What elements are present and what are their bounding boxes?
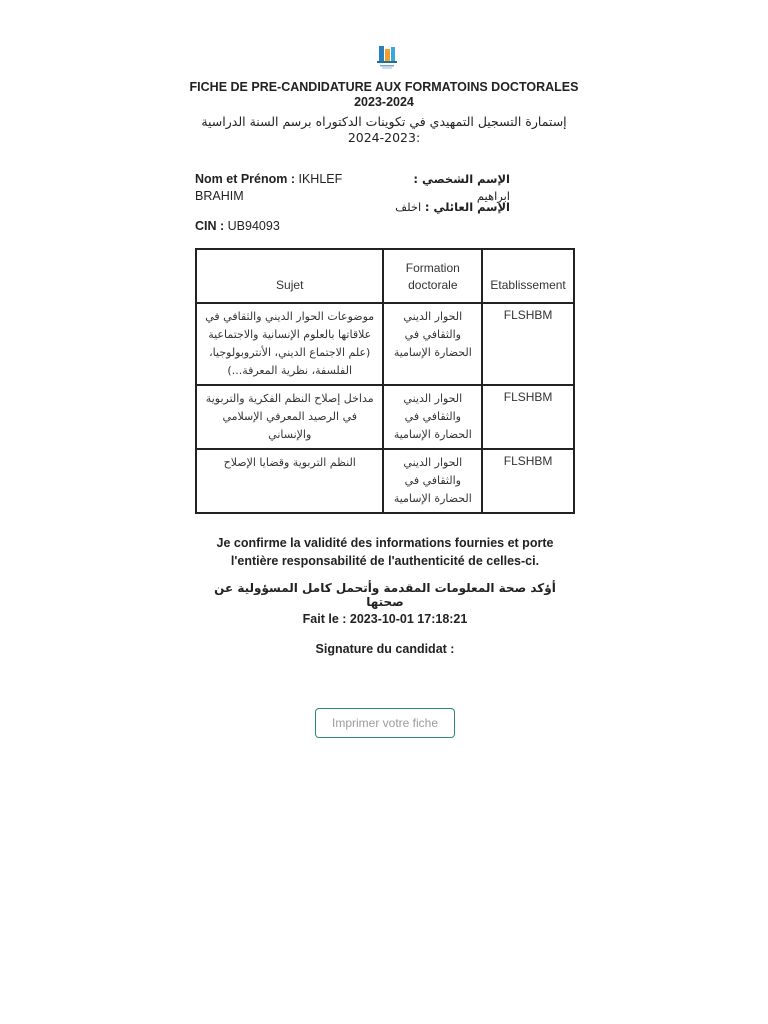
subjects-table — [195, 248, 575, 514]
cell-formation: الحوار الديني والثقافي في الحضارة الإسامية — [383, 385, 482, 449]
cell-sujet: مداخل إصلاح النظم الفكرية والتربوية في الرصيد المعرفي الإسلامي والإنساني — [196, 385, 383, 449]
prenom-ar-value: ابراهيم — [476, 189, 510, 203]
nom-ar-label: الإسم العائلي : — [424, 200, 510, 214]
cell-etablissement: FLSHBM — [482, 449, 574, 513]
confirmation-text-fr: Je confirme la validité des informations fournies et porte l'entière responsabilité de l'authenticité de celles-ci. — [216, 536, 554, 568]
submission-date: Fait le : 2023-10-01 17:18:21 — [302, 612, 468, 626]
cell-sujet: النظم التربوية وقضايا الإصلاح — [196, 449, 383, 513]
confirmation-text-ar: أؤكد صحة المعلومات المقدمة وأتحمل كامل المسؤولية عن صحتها — [214, 581, 556, 609]
name-label: Nom et Prénom : — [195, 172, 296, 186]
print-button[interactable]: Imprimer votre fiche — [315, 708, 455, 738]
prenom-ar-label: الإسم الشخصي : — [413, 172, 510, 186]
column-header-etablissement: Etablissement — [482, 249, 574, 303]
cin-value: UB94093 — [224, 219, 280, 233]
column-header-sujet: Sujet — [196, 249, 383, 303]
page-title-arabic: إستمارة التسجيل التمهيدي في تكوينات الدكتوراه برسم السنة الدراسية :2023-2024 — [201, 114, 567, 145]
table-row — [196, 303, 574, 385]
cell-formation: الحوار الديني والثقافي في الحضارة الإسامية — [383, 449, 482, 513]
cell-sujet: موضوعات الحوار الديني والثقافي في علاقاتها بالعلوم الإنسانية والاجتماعية (علم الاجتماع الديني، الأنتروبولوجيا، الفلسفة، نظرية المعرفة...) — [196, 303, 383, 385]
cell-etablissement: FLSHBM — [482, 303, 574, 385]
cell-etablissement: FLSHBM — [482, 385, 574, 449]
candidate-name — [195, 171, 365, 205]
candidate-last-name-arabic — [380, 199, 510, 216]
candidate-cin — [195, 218, 280, 235]
page-title: FICHE DE PRE-CANDIDATURE AUX FORMATOINS DOCTORALES 2023-2024 — [189, 80, 579, 109]
nom-ar-value: اخلف — [395, 200, 425, 214]
cell-formation: الحوار الديني والثقافي في الحضارة الإسامية — [383, 303, 482, 385]
table-row — [196, 449, 574, 513]
university-logo-icon — [376, 44, 398, 70]
cin-label: CIN : — [195, 219, 225, 233]
signature-label: Signature du candidat : — [315, 642, 455, 656]
name-value: IKHLEF BRAHIM — [195, 172, 343, 203]
column-header-formation: Formation doctorale — [383, 249, 482, 303]
table-row — [196, 385, 574, 449]
table-header-row — [196, 249, 574, 303]
